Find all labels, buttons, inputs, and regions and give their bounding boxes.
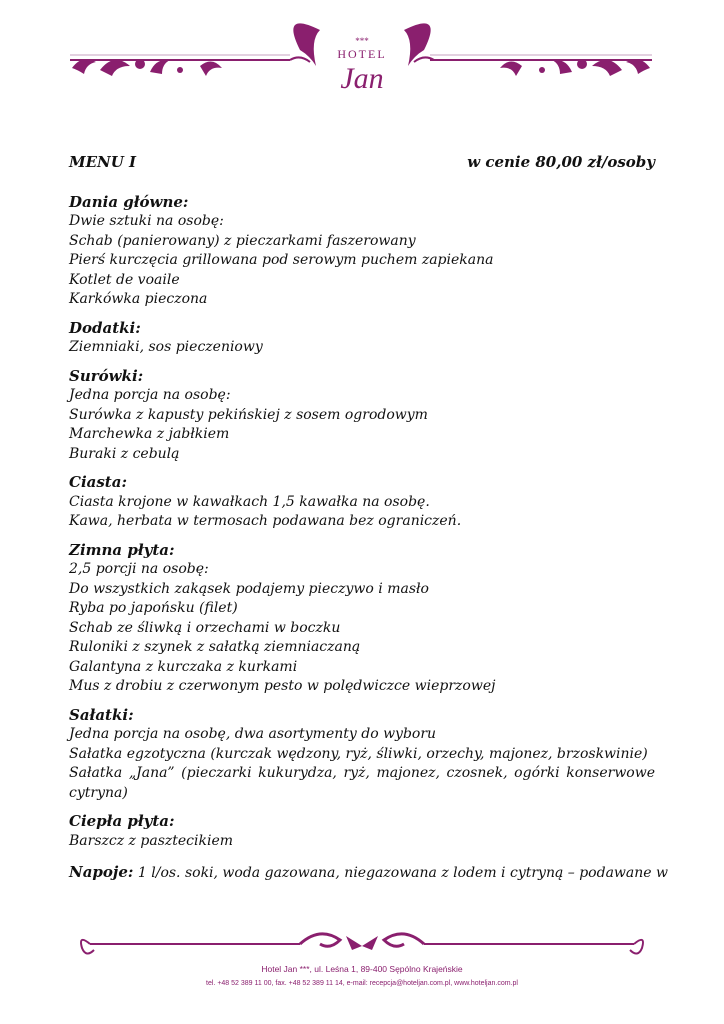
menu-line: Schab ze śliwką i orzechami w boczku [69, 619, 341, 636]
menu-title: MENU I [69, 153, 137, 171]
menu-line: Ciasta krojone w kawałkach 1,5 kawałka na osobę. [69, 493, 430, 510]
menu-line: Surówka z kapusty pekińskiej z sosem ogrodowym [69, 406, 428, 423]
menu-line: Karkówka pieczona [69, 291, 208, 307]
section-title: Dania główne: [69, 192, 189, 211]
left-swirl-icon [81, 940, 94, 954]
menu-line: Buraki z cebulą [69, 445, 180, 462]
menu-line: Ziemniaki, sos pieczeniowy [69, 339, 263, 355]
footer-contact: tel. +48 52 389 11 00, fax. +48 52 389 11 14, e-mail: recepcja@hoteljan.com.pl, www.hoteljan.com.pl [206, 980, 518, 987]
menu-line: Jedna porcja na osobę: [69, 387, 231, 403]
footer-ornament [0, 920, 724, 1024]
drinks-label: Napoje: [69, 863, 134, 881]
section-cakes [69, 473, 655, 532]
menu-line: Do wszystkich zakąsek podajemy pieczywo i masło [69, 580, 429, 597]
menu-line: Pierś kurczęcia grillowana pod serowym puchem zapiekana [69, 252, 494, 268]
left-flower-ornament [72, 59, 222, 76]
menu-line: Ryba po japońsku (filet) [69, 600, 238, 616]
menu-line: Sałatka egzotyczna (kurczak wędzony, ryż, śliwki, orzechy, majonez, brzoskwinie) [69, 745, 648, 762]
section-title: Ciepła płyta: [69, 812, 175, 830]
logo-hotel-text: HOTEL [337, 47, 387, 61]
section-salads [69, 706, 655, 804]
section-sides [69, 319, 655, 358]
menu-line: Kawa, herbata w termosach podawana bez ograniczeń. [69, 513, 462, 529]
menu-line: Barszcz z pasztecikiem [69, 832, 234, 849]
menu-header [69, 153, 655, 173]
menu-line: Mus z drobiu z czerwonym pesto w polędwiczce wieprzowej [69, 678, 496, 694]
menu-line: Dwie sztuki na osobę: [69, 213, 224, 229]
menu-content [69, 153, 668, 884]
header-ornament [0, 0, 724, 100]
section-cold-plate [69, 541, 655, 697]
section-hot-plate [69, 812, 655, 851]
section-title: Surówki: [69, 366, 144, 385]
section-title: Zimna płyta: [69, 540, 175, 559]
menu-line: Schab (panierowany) z pieczarkami faszerowany [69, 232, 416, 249]
section-salads-raw [69, 367, 655, 465]
logo-name-text: Jan [340, 62, 384, 95]
menu-line: Jedna porcja na osobę, dwa asortymenty do wyboru [69, 726, 437, 742]
drinks-line [69, 863, 668, 884]
drinks-text: 1 l/os. soki, woda gazowana, niegazowana z lodem i cytryną – podawane w [137, 865, 668, 881]
section-title: Ciasta: [69, 473, 127, 491]
footer-address: Hotel Jan ***, ul. Leśna 1, 89-400 Sępólno Krajeńskie [261, 964, 463, 974]
menu-line: Marchewka z jabłkiem [69, 426, 230, 442]
menu-line: 2,5 porcji na osobę: [69, 561, 209, 577]
section-title: Sałatki: [69, 705, 134, 724]
logo-stars: *** [355, 36, 369, 46]
menu-line: Galantyna z kurczaka z kurkami [69, 658, 298, 675]
section-main-dishes [69, 193, 655, 310]
right-swirl-icon [630, 940, 643, 954]
right-flower-ornament [500, 59, 650, 76]
menu-price: w cenie 80,00 zł/osoby [467, 153, 655, 171]
menu-line: Kotlet de voaile [69, 271, 180, 288]
menu-line: Sałatka „Jana” (pieczarki kukurydza, ryż, majonez, czosnek, ogórki konserwowe cytryna) [69, 765, 655, 801]
center-crest-icon [346, 936, 378, 950]
section-title: Dodatki: [69, 318, 141, 337]
menu-line: Ruloniki z szynek z sałatką ziemniaczaną [69, 639, 361, 655]
